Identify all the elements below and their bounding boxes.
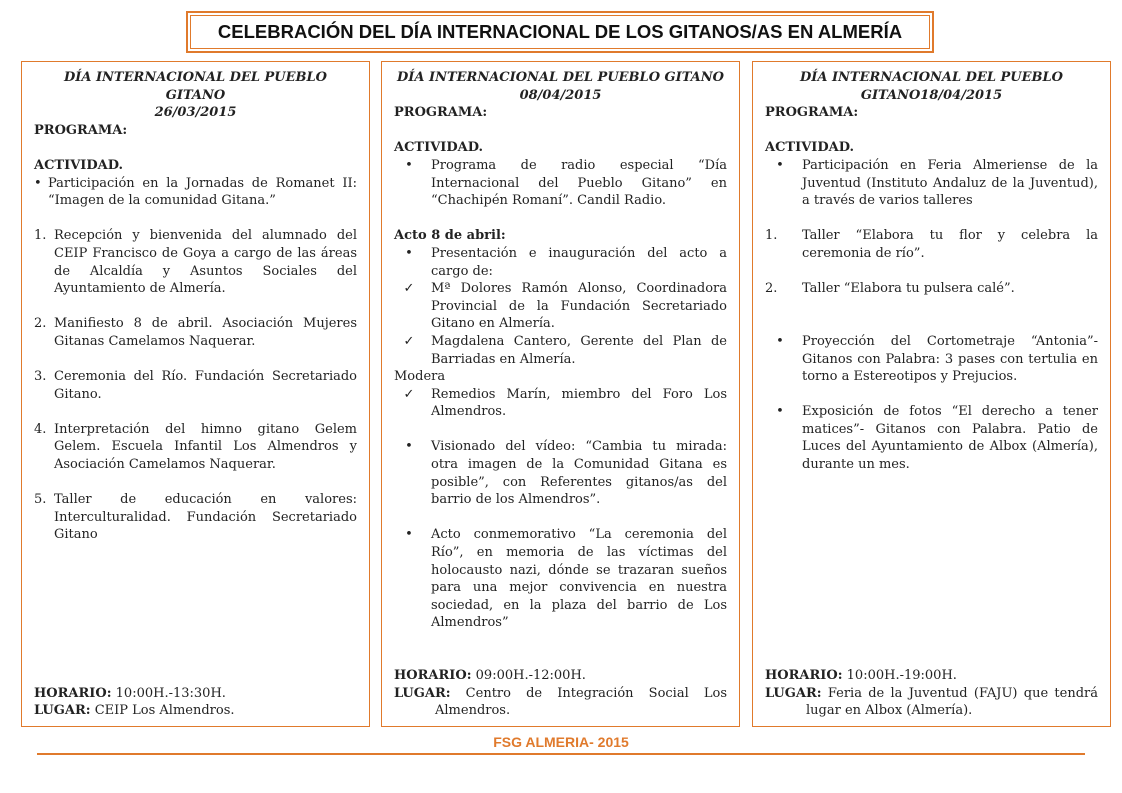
list-item: • Visionado del vídeo: “Cambia tu mirada: otra imagen de la Comunidad Gitana es posible”, con Referentes gitanos/as del barrio de los Almendros”. <box>394 438 727 508</box>
actividad-label: ACTIVIDAD. <box>394 140 484 156</box>
column-date: GITANO18/04/2015 <box>860 87 1003 103</box>
list-item: 4. Interpretación del himno gitano Gelem Gelem. Escuela Infantil Los Almendros y Asociación Camelamos Naquerar. <box>34 421 357 473</box>
schedule-block <box>34 685 357 720</box>
list-item: • Exposición de fotos “El derecho a tener matices”- Gitanos con Palabra. Patio de Luces del Ayuntamiento de Albox (Almería), durante un mes. <box>765 403 1098 473</box>
bullet-icon: • <box>405 527 413 543</box>
bullet-icon: • <box>776 157 784 173</box>
column-heading: DÍA INTERNACIONAL DEL PUEBLO <box>800 70 1063 85</box>
footer-text: FSG ALMERIA- 2015 <box>493 734 629 750</box>
horario-row: HORARIO: 10:00H.-19:00H. <box>765 668 957 684</box>
list-item: • Participación en Feria Almeriense de la Juventud (Instituto Andaluz de la Juventud), a través de varios talleres <box>765 157 1098 210</box>
list-item: • Proyección del Cortometraje “Antonia”- Gitanos con Palabra: 3 pases con tertulia en torno a Estereotipos y Prejucios. <box>765 333 1098 386</box>
lugar-row: LUGAR: Centro de Integración Social Los Almendros. <box>394 685 727 719</box>
lugar-row: LUGAR: CEIP Los Almendros. <box>34 703 235 719</box>
footer-divider <box>37 753 1085 755</box>
column-date: 08/04/2015 <box>519 87 602 103</box>
list-item: • Participación en la Jornadas de Romanet II: “Imagen de la comunidad Gitana.” <box>34 175 357 209</box>
programa-label: PROGRAMA: <box>34 122 128 138</box>
acto-label: Acto 8 de abril: <box>394 228 506 244</box>
actividad-label: ACTIVIDAD. <box>34 157 124 173</box>
column-heading: DÍA INTERNACIONAL DEL PUEBLO GITANO <box>397 70 724 85</box>
list-item: ✓ Mª Dolores Ramón Alonso, Coordinadora Provincial de la Fundación Secretariado Gitano en Almería. <box>394 280 727 333</box>
list-item: • Presentación e inauguración del acto a cargo de: <box>394 245 727 280</box>
check-icon: ✓ <box>403 281 415 297</box>
list-item: 5. Taller de educación en valores: Interculturalidad. Fundación Secretariado Gitano <box>34 492 357 543</box>
title-box <box>186 11 934 53</box>
list-item: 1. Taller “Elabora tu flor y celebra la ceremonia de río”. <box>765 228 1098 261</box>
list-item: 1. Recepción y bienvenida del alumnado del CEIP Francisco de Goya a cargo de las áreas de Alcaldía y Asuntos Sociales del Ayuntamiento de Almería. <box>34 228 357 297</box>
check-icon: ✓ <box>403 333 415 349</box>
list-item: ✓ Remedios Marín, miembro del Foro Los Almendros. <box>394 386 727 421</box>
list-item: • Acto conmemorativo “La ceremonia del Río”, en memoria de las víctimas del holocausto nazi, dónde se trazaran sueños para una mejor convivencia en nuestra sociedad, en la plaza del barrio de Los Almendros” <box>394 526 727 632</box>
horario-row: HORARIO: 10:00H.-13:30H. <box>34 685 226 701</box>
bullet-icon: • <box>776 404 784 420</box>
column-18-04 <box>752 61 1111 727</box>
lugar-row: LUGAR: Feria de la Juventud (FAJU) que tendrá lugar en Albox (Almería). <box>765 685 1098 719</box>
check-icon: ✓ <box>403 386 415 402</box>
bullet-icon: • <box>776 333 784 349</box>
column-08-04 <box>381 61 740 727</box>
bullet-icon: • <box>405 157 413 173</box>
column-date: 26/03/2015 <box>154 105 237 121</box>
bullet-icon: • <box>405 439 413 455</box>
list-item: 3. Ceremonia del Río. Fundación Secretariado Gitano. <box>34 369 357 402</box>
bullet-icon: • <box>405 245 413 261</box>
bullet-icon: • <box>34 175 42 191</box>
list-item: 2. Manifiesto 8 de abril. Asociación Mujeres Gitanas Camelamos Naquerar. <box>34 316 357 349</box>
modera-label: Modera <box>394 369 446 385</box>
programa-label: PROGRAMA: <box>394 105 488 121</box>
column-26-03 <box>21 61 370 727</box>
schedule-block <box>765 667 1098 720</box>
list-item: • Programa de radio especial “Día Internacional del Pueblo Gitano” en “Chachipén Romaní”. Candil Radio. <box>394 157 727 210</box>
list-item: ✓ Magdalena Cantero, Gerente del Plan de Barriadas en Almería. <box>394 333 727 368</box>
page-title: CELEBRACIÓN DEL DÍA INTERNACIONAL DE LOS GITANOS/AS EN ALMERÍA <box>190 15 930 49</box>
actividad-label: ACTIVIDAD. <box>765 140 855 156</box>
list-item: 2. Taller “Elabora tu pulsera calé”. <box>765 281 1015 297</box>
horario-row: HORARIO: 09:00H.-12:00H. <box>394 668 586 684</box>
schedule-block <box>394 667 727 720</box>
programa-label: PROGRAMA: <box>765 105 859 121</box>
column-heading: DÍA INTERNACIONAL DEL PUEBLO GITANO <box>64 70 327 103</box>
